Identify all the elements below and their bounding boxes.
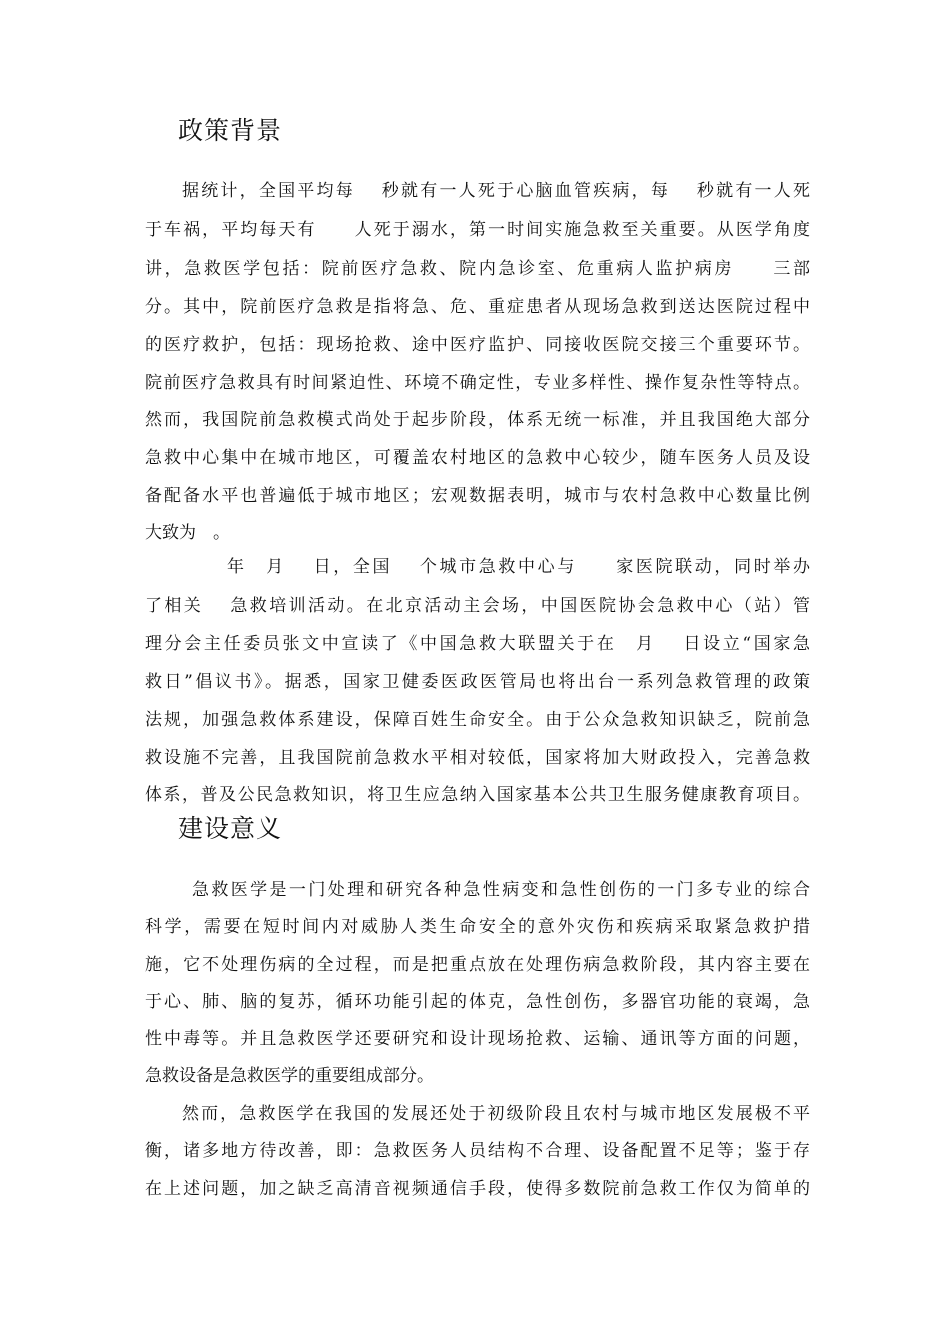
text-line: 在上述问题，加之缺乏高清音视频通信手段，使得多数院前急救工作仅为简单的	[145, 1179, 810, 1199]
text-line: 急救中心集中在城市地区，可覆盖农村地区的急救中心较少，随车医务人员及设	[145, 448, 810, 468]
text-line: 科学，需要在短时间内对威胁人类生命安全的意外灾伤和疾病采取紧急救护措	[145, 917, 810, 937]
text-line: 救日”倡议书》。据悉，国家卫健委医政医管局也将出台一系列急救管理的政策	[145, 672, 810, 692]
text-line: 了相关 急救培训活动。在北京活动主会场，中国医院协会急救中心（站）管	[145, 596, 810, 616]
text-line: 急救医学是一门处理和研究各种急性病变和急性创伤的一门多专业的综合	[192, 880, 810, 900]
text-line: 然而，我国院前急救模式尚处于起步阶段，体系无统一标准，并且我国绝大部分	[145, 410, 810, 430]
section-heading-construction-significance: 建设意义	[178, 814, 283, 843]
section-heading-policy-background: 政策背景	[178, 116, 283, 145]
text-line: 于车祸，平均每天有 人死于溺水，第一时间实施急救至关重要。从医学角度	[145, 220, 810, 240]
text-line: 急救设备是急救医学的重要组成部分。	[145, 1066, 434, 1086]
text-line: 于心、肺、脑的复苏，循环功能引起的体克，急性创伤，多器官功能的衰竭，急	[145, 992, 810, 1012]
text-line: 大致为 。	[145, 523, 230, 543]
text-line: 救设施不完善，且我国院前急救水平相对较低，国家将加大财政投入，完善急救	[145, 748, 810, 768]
text-line: 法规，加强急救体系建设，保障百姓生命安全。由于公众急救知识缺乏，院前急	[145, 710, 810, 730]
text-line: 理分会主任委员张文中宣读了《中国急救大联盟关于在 月 日设立“国家急	[145, 634, 810, 654]
text-line: 体系，普及公民急救知识，将卫生应急纳入国家基本公共卫生服务健康教育项目。	[145, 785, 810, 805]
text-line: 备配备水平也普遍低于城市地区；宏观数据表明，城市与农村急救中心数量比例	[145, 486, 810, 506]
text-line: 的医疗救护，包括：现场抢救、途中医疗监护、同接收医院交接三个重要环节。	[145, 335, 810, 355]
text-line: 年 月 日，全国 个城市急救中心与 家医院联动，同时举办	[227, 557, 810, 577]
text-line: 然而，急救医学在我国的发展还处于初级阶段且农村与城市地区发展极不平	[182, 1104, 810, 1124]
text-line: 施，它不处理伤病的全过程，而是把重点放在处理伤病急救阶段，其内容主要在	[145, 955, 810, 975]
text-line: 院前医疗急救具有时间紧迫性、环境不确定性，专业多样性、操作复杂性等特点。	[145, 373, 810, 393]
text-line: 据统计，全国平均每 秒就有一人死于心脑血管疾病，每 秒就有一人死	[182, 181, 810, 201]
text-line: 性中毒等。并且急救医学还要研究和设计现场抢救、运输、通讯等方面的问题，	[145, 1029, 810, 1049]
text-line: 讲，急救医学包括：院前医疗急救、院内急诊室、危重病人监护病房 三部	[145, 259, 810, 279]
text-line: 衡，诸多地方待改善，即：急救医务人员结构不合理、设备配置不足等；鉴于存	[145, 1141, 810, 1161]
text-line: 分。其中，院前医疗急救是指将急、危、重症患者从现场急救到送达医院过程中	[145, 297, 810, 317]
